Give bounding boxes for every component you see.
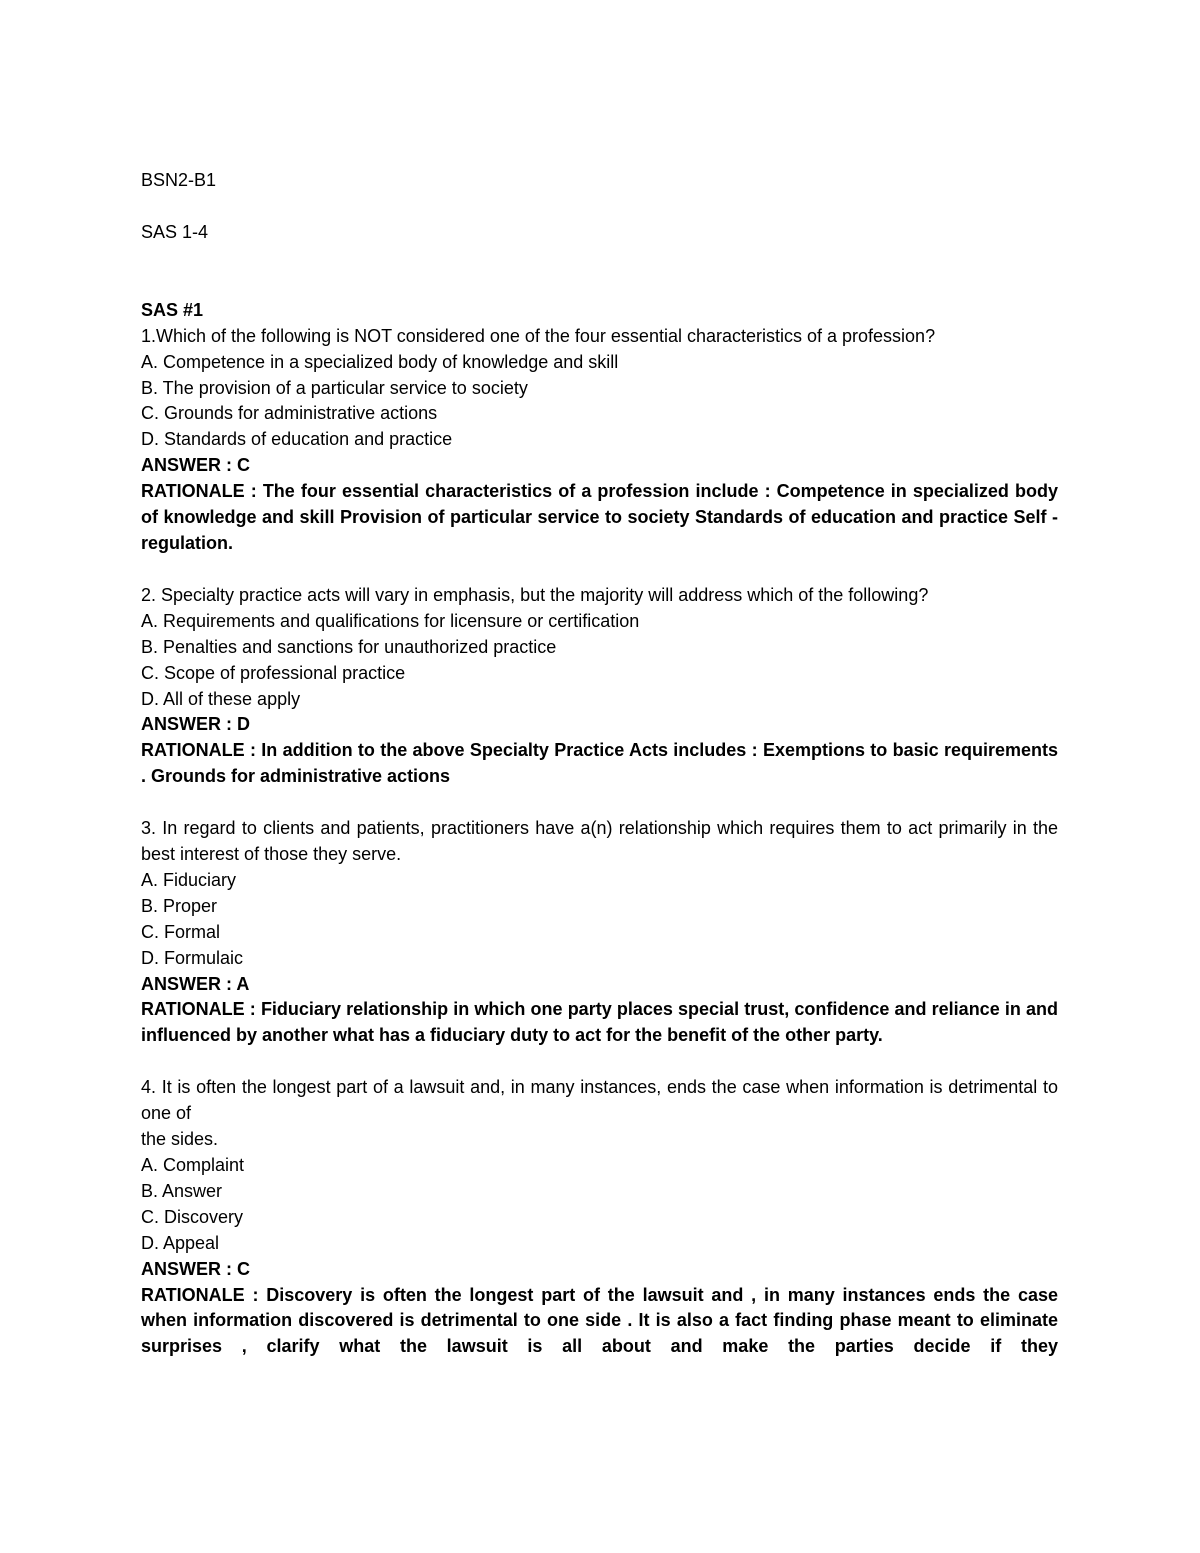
option-a: A. Complaint xyxy=(141,1155,245,1175)
rationale: RATIONALE : Fiduciary relationship in which one party places special trust, confidence and reliance in and influenced by another what has a fiduciary duty to act for the benefit of the other party. xyxy=(141,999,1058,1046)
answer-key: ANSWER : C xyxy=(141,455,250,476)
question-text: 3. In regard to clients and patients, practitioners have a(n) relationship which requires them to act primarily in the best interest of those they serve. xyxy=(141,818,1058,865)
option-c: C. Discovery xyxy=(141,1206,244,1227)
option-c: C. Grounds for administrative actions xyxy=(141,403,438,424)
rationale: RATIONALE : Discovery is often the longest part of the lawsuit and , in many instances ends the case when information discovered is detrimental to one side . It is also a fact finding phase meant to eliminate surprises , clarify what the lawsuit is all about and make the parties decide if they xyxy=(141,1284,1058,1357)
question-text: 1.Which of the following is NOT considered one of the four essential characteristics of a profession? xyxy=(141,325,936,346)
option-c: C. Scope of professional practice xyxy=(141,662,406,683)
option-d: D. Formulaic xyxy=(141,947,244,968)
answer-key: ANSWER : C xyxy=(141,1258,250,1279)
option-b: B. Proper xyxy=(141,895,218,916)
option-b: B. Penalties and sanctions for unauthorized practice xyxy=(141,636,557,657)
section-title: SAS #1 xyxy=(141,299,204,320)
option-a: A. Fiduciary xyxy=(141,869,237,890)
answer-key: ANSWER : D xyxy=(141,714,250,735)
option-a: A. Competence in a specialized body of knowledge and skill xyxy=(141,351,619,372)
rationale: RATIONALE : The four essential characteristics of a profession include : Competence in specialized body of knowledge and skill Provision of particular service to society Standards of education and practice Self - regulation. xyxy=(141,481,1058,553)
question-block xyxy=(141,324,1058,557)
answer-key: ANSWER : A xyxy=(141,973,250,994)
question-text: 2. Specialty practice acts will vary in emphasis, but the majority will address which of the following? xyxy=(141,584,929,605)
question-block xyxy=(141,583,1058,790)
option-d: D. Appeal xyxy=(141,1232,220,1253)
option-c: C. Formal xyxy=(141,921,221,942)
option-b: B. The provision of a particular service to society xyxy=(141,377,528,398)
question-block xyxy=(141,816,1058,1049)
class-code: BSN2-B1 xyxy=(141,170,217,190)
question-text-continued: the sides. xyxy=(141,1129,219,1150)
question-text: 4. It is often the longest part of a lawsuit and, in many instances, ends the case when information is detrimental to one of xyxy=(141,1077,1058,1124)
option-d: D. Standards of education and practice xyxy=(141,429,453,450)
option-a: A. Requirements and qualifications for licensure or certification xyxy=(141,610,640,631)
document-page xyxy=(141,168,1058,1386)
option-b: B. Answer xyxy=(141,1180,223,1201)
document-title: SAS 1-4 xyxy=(141,221,209,242)
rationale: RATIONALE : In addition to the above Specialty Practice Acts includes : Exemptions to basic requirements . Grounds for administrative actions xyxy=(141,740,1058,787)
option-d: D. All of these apply xyxy=(141,688,301,709)
question-block xyxy=(141,1075,1058,1360)
